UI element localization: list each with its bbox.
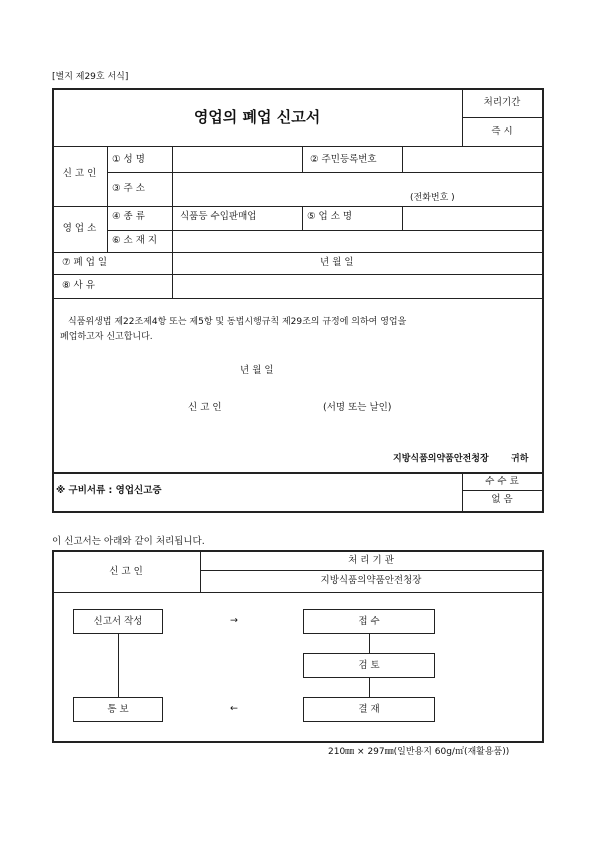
signer-note: (서명 또는 날인) — [323, 402, 392, 413]
row-line — [52, 274, 542, 275]
process-frame-top — [52, 550, 544, 552]
reporter-label: 신 고 인 — [62, 168, 97, 179]
business-name-label: ⑤ 업 소 명 — [307, 211, 353, 222]
business-type-label: ④ 종 류 — [112, 211, 145, 222]
location-label: ⑥ 소 재 지 — [112, 235, 158, 246]
addressee-suffix: 귀하 — [511, 454, 529, 464]
row-line — [52, 252, 542, 253]
processing-divider — [462, 117, 542, 118]
arrow-left-icon: ← — [230, 703, 238, 714]
addressee: 지방식품의약품안전청장 — [393, 454, 489, 464]
row-line — [52, 206, 542, 207]
applicant-label: 신 고 인 — [109, 566, 143, 577]
row-line — [52, 146, 542, 147]
id-number-label: ② 주민등록번호 — [310, 154, 377, 165]
flow-approve-label: 결 재 — [358, 704, 380, 715]
declaration-line1: 식품위생법 제22조제4항 또는 제5항 및 동법시행규칙 제29조의 규정에 의하여 영업을 — [68, 317, 407, 327]
flow-receive-label: 접 수 — [358, 616, 380, 627]
closure-date-value: 년 월 일 — [320, 257, 354, 268]
row-line — [107, 230, 542, 231]
fee-value: 없 음 — [491, 494, 513, 505]
frame-bottom — [52, 511, 544, 513]
fee-label: 수 수 료 — [485, 476, 519, 487]
process-frame-right — [542, 550, 544, 743]
required-documents: ※ 구비서류 : 영업신고증 — [56, 485, 162, 496]
processing-label: 처리기간 — [483, 97, 521, 108]
col-line — [302, 146, 303, 172]
page-title: 영업의 폐업 신고서 — [193, 108, 321, 126]
col-line — [402, 146, 403, 172]
declaration-line2: 폐업하고자 신고합니다. — [60, 332, 153, 342]
agency-name: 지방식품의약품안전청장 — [320, 575, 422, 586]
flow-review-label: 검 토 — [358, 660, 380, 671]
declaration-date: 년 월 일 — [240, 365, 274, 376]
process-intro: 이 신고서는 아래와 같이 처리됩니다. — [52, 536, 205, 547]
col-line — [402, 206, 403, 230]
flow-connector — [369, 634, 370, 653]
process-frame-bottom — [52, 741, 544, 743]
form-label: [별지 제29호 서식] — [52, 72, 129, 82]
flow-connector — [118, 634, 119, 697]
signer-label: 신 고 인 — [188, 402, 222, 413]
business-label: 영 업 소 — [62, 223, 97, 234]
col-line — [302, 206, 303, 230]
address-label: ③ 주 소 — [112, 183, 145, 194]
paper-spec: 210㎜ × 297㎜(일반용지 60g/㎡(재활용품)) — [328, 747, 510, 757]
col-line — [107, 206, 108, 252]
flow-write-label: 신고서 작성 — [93, 616, 143, 627]
closure-date-label: ⑦ 폐 업 일 — [62, 257, 108, 268]
flow-connector — [369, 678, 370, 697]
process-frame-left — [52, 550, 54, 743]
arrow-right-icon: → — [230, 615, 238, 626]
processing-value: 즉 시 — [491, 126, 513, 137]
frame-right — [542, 88, 544, 513]
agency-header: 처 리 기 관 — [348, 555, 394, 566]
frame-top — [52, 88, 544, 90]
section-divider — [52, 472, 542, 474]
row-line — [52, 592, 542, 593]
row-line — [462, 490, 542, 491]
flow-notify-label: 통 보 — [107, 704, 129, 715]
phone-label: (전화번호 ) — [410, 193, 455, 203]
name-label: ① 성 명 — [112, 154, 145, 165]
frame-left — [52, 88, 54, 513]
row-line — [107, 172, 542, 173]
col-line — [107, 146, 108, 206]
row-line — [52, 298, 542, 299]
col-line — [172, 146, 173, 206]
row-line — [200, 570, 542, 571]
business-type-value: 식품등 수입판매업 — [180, 211, 257, 222]
reason-label: ⑧ 사 유 — [62, 280, 95, 291]
